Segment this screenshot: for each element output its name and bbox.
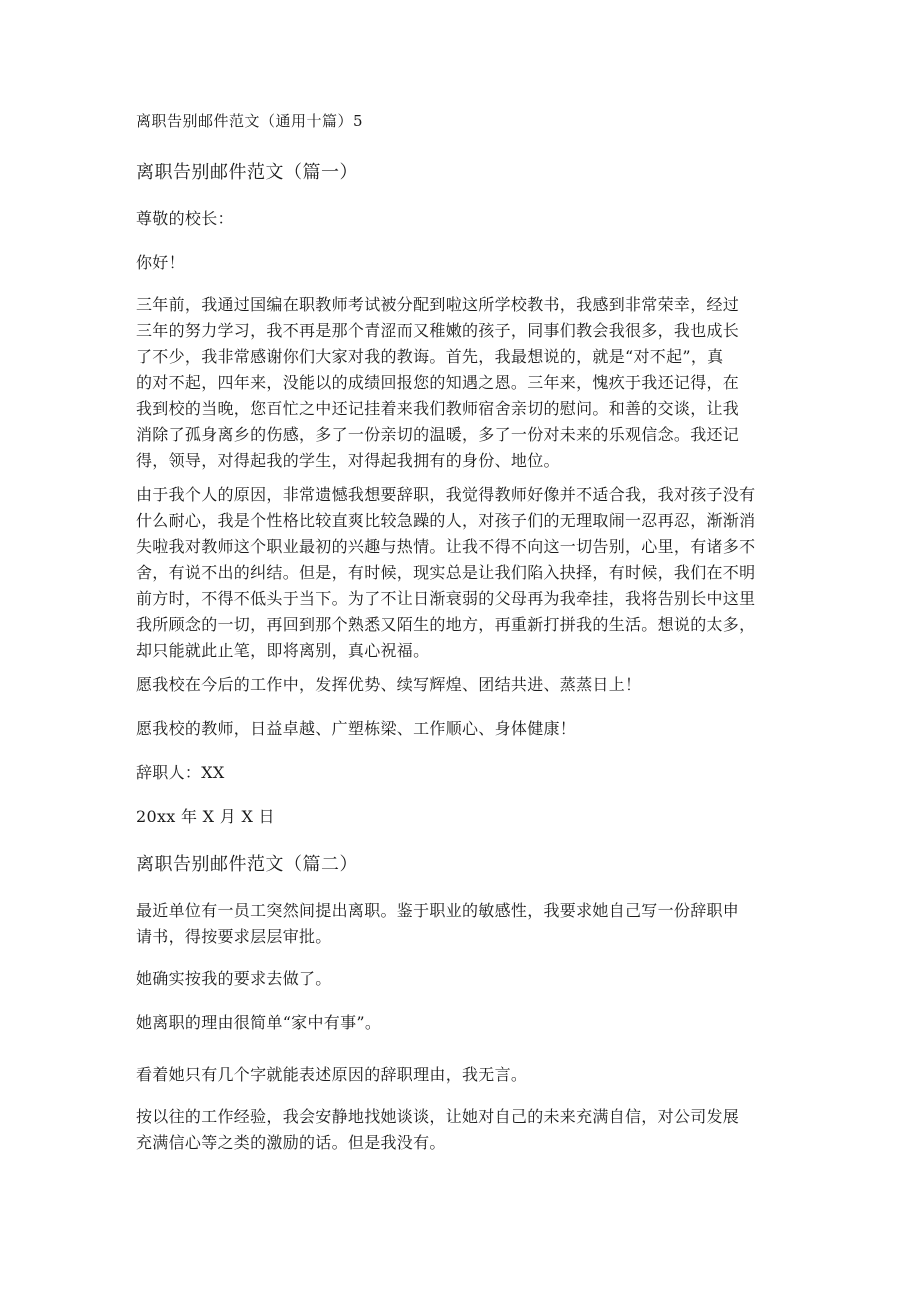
text-line: 按以往的工作经验，我会安静地找她谈谈，让她对自己的未来充满自信，对公司发展 bbox=[136, 1107, 740, 1126]
section2-paragraph-1 bbox=[136, 898, 788, 950]
section1-paragraph-2 bbox=[136, 482, 788, 664]
text-line: 却只能就此止笔，即将离别，真心祝福。 bbox=[136, 641, 430, 660]
section1-greeting: 你好！ bbox=[136, 253, 185, 272]
text-line: 消除了孤身离乡的伤感，多了一份亲切的温暖，多了一份对未来的乐观信念。我还记 bbox=[136, 425, 740, 444]
section1-heading: 离职告别邮件范文（篇一） bbox=[136, 162, 358, 183]
text-line: 请书，得按要求层层审批。 bbox=[136, 927, 332, 946]
document-title: 离职告别邮件范文（通用十篇）5 bbox=[136, 112, 364, 130]
section1-signer: 辞职人：XX bbox=[136, 763, 225, 782]
section2-paragraph-2: 她确实按我的要求去做了。 bbox=[136, 969, 332, 988]
text-line: 三年前，我通过国编在职教师考试被分配到啦这所学校教书，我感到非常荣幸，经过 bbox=[136, 295, 740, 314]
text-line: 前方时，不得不低头于当下。为了不让日渐衰弱的父母再为我牵挂，我将告别长中这里 bbox=[136, 589, 756, 608]
text-line: 得，领导，对得起我的学生，对得起我拥有的身份、地位。 bbox=[136, 451, 560, 470]
text-line: 我所顾念的一切，再回到那个熟悉又陌生的地方，再重新打拼我的生活。想说的太多， bbox=[136, 615, 756, 634]
text-line: 三年的努力学习，我不再是那个青涩而又稚嫩的孩子，同事们教会我很多，我也成长 bbox=[136, 321, 740, 340]
text-line: 失啦我对教师这个职业最初的兴趣与热情。让我不得不向这一切告别，心里，有诸多不 bbox=[136, 537, 756, 556]
section2-heading: 离职告别邮件范文（篇二） bbox=[136, 854, 358, 875]
text-line: 舍，有说不出的纠结。但是，有时候，现实总是让我们陷入抉择，有时候，我们在不明 bbox=[136, 563, 756, 582]
text-line: 了不少，我非常感谢你们大家对我的教诲。首先，我最想说的，就是“对不起”，真 bbox=[136, 347, 724, 366]
section2-paragraph-3: 她离职的理由很简单“家中有事”。 bbox=[136, 1013, 382, 1032]
text-line: 充满信心等之类的激励的话。但是我没有。 bbox=[136, 1133, 446, 1152]
section2-paragraph-4: 看着她只有几个字就能表述原因的辞职理由，我无言。 bbox=[136, 1065, 528, 1084]
section1-wish-1: 愿我校在今后的工作中，发挥优势、续写辉煌、团结共进、蒸蒸日上！ bbox=[136, 675, 642, 694]
text-line: 最近单位有一员工突然间提出离职。鉴于职业的敏感性，我要求她自己写一份辞职申 bbox=[136, 901, 740, 920]
section1-wish-2: 愿我校的教师，日益卓越、广塑栋梁、工作顺心、身体健康！ bbox=[136, 719, 577, 738]
section1-salutation: 尊敬的校长： bbox=[136, 209, 234, 228]
section1-paragraph-1 bbox=[136, 292, 788, 474]
text-line: 我到校的当晚，您百忙之中还记挂着来我们教师宿舍亲切的慰问。和善的交谈，让我 bbox=[136, 399, 740, 418]
text-line: 什么耐心，我是个性格比较直爽比较急躁的人，对孩子们的无理取闹一忍再忍，渐渐消 bbox=[136, 511, 756, 530]
text-line: 的对不起，四年来，没能以的成绩回报您的知遇之恩。三年来，愧疚于我还记得，在 bbox=[136, 373, 740, 392]
section1-date: 20xx 年 X 月 X 日 bbox=[136, 807, 275, 826]
text-line: 由于我个人的原因，非常遗憾我想要辞职，我觉得教师好像并不适合我，我对孩子没有 bbox=[136, 485, 756, 504]
section2-paragraph-5 bbox=[136, 1104, 788, 1156]
